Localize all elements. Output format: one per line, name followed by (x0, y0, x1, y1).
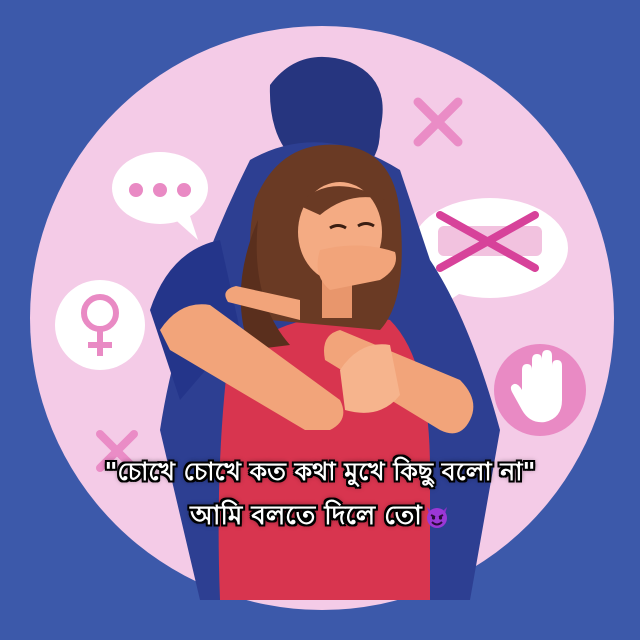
caption-text (0, 450, 640, 538)
caption-line-2-wrapper (0, 494, 640, 538)
caption-line-1: "চোখে চোখে কত কথা মুখে কিছু বলো না" (104, 457, 536, 486)
smiling-devil-emoji-icon (424, 503, 450, 529)
caption-line-2: আমি বলতে দিলে তো (190, 501, 422, 531)
stop-hand-icon (494, 344, 586, 436)
female-symbol-icon (55, 280, 145, 370)
